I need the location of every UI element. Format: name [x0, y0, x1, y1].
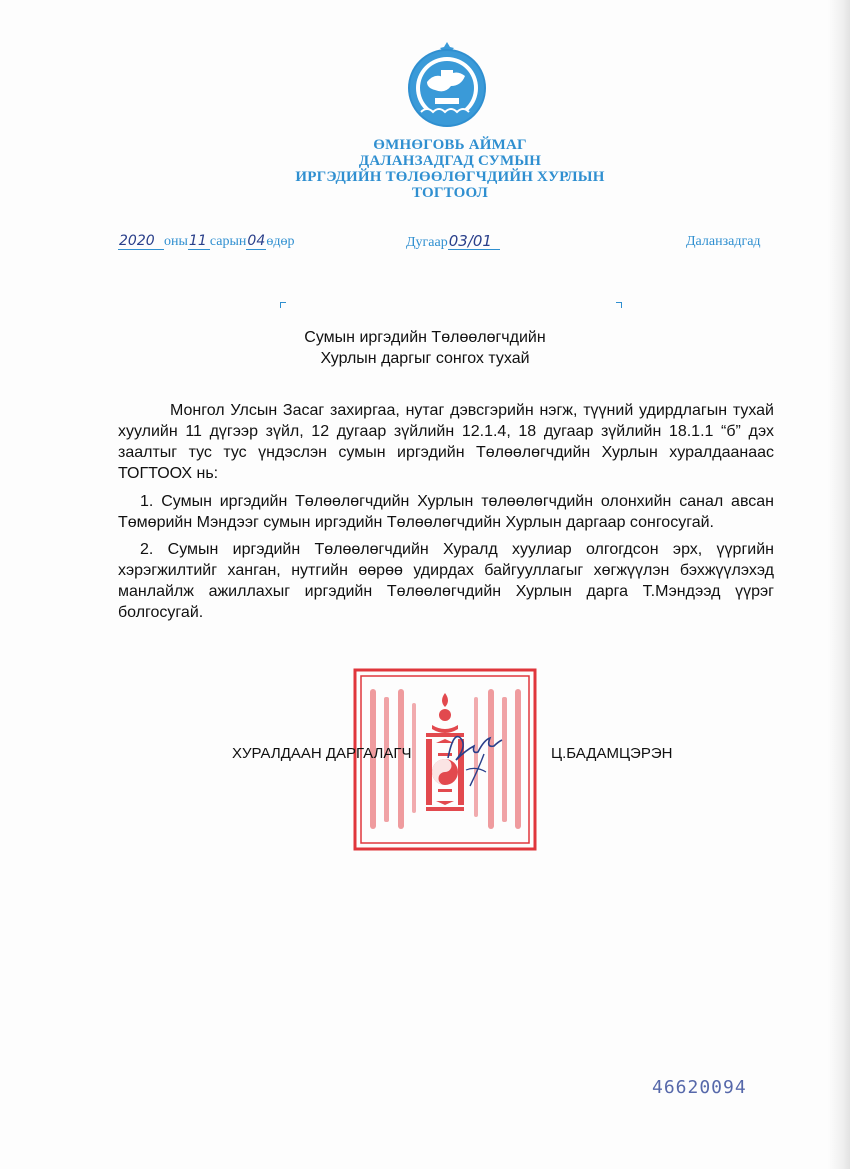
month-label: сарын: [209, 234, 247, 249]
number-field: [406, 234, 500, 251]
resolution-item-2: 2. Сумын иргэдийн Төлөөлөгчдийн Хуралд хуулиар олгогдсон эрх, үүргийн хэрэгжилтийг ханган, нутгийн өөрөө удирдах байгууллагыг хөгжүүлэн бэхжүүлэхэд манлайлж ажиллахыг иргэдийн Төлөөлөгчдийн Хурлын дарга Т.Мэндээд үүрэг болгосугай.: [118, 541, 774, 621]
corner-mark-right: [616, 302, 622, 308]
subject-line-1: Сумын иргэдийн Төлөөлөгчдийн: [304, 329, 546, 346]
resolution-item-1: 1. Сумын иргэдийн Төлөөлөгчдийн Хурлын төлөөлөгчдийн олонхийн санал авсан Төмөрийн Мэндээг сумын иргэдийн Төлөөлөгчдийн Хурлын даргаар сонгосугай.: [118, 493, 774, 531]
presiding-title: ХУРАЛДААН ДАРГАЛАГЧ: [232, 745, 412, 762]
organization-header: [200, 137, 700, 201]
document-type: ТОГТООЛ: [412, 185, 488, 201]
day-value: 04: [247, 233, 266, 249]
corner-mark-left: [280, 302, 286, 308]
day-label: өдөр: [266, 234, 295, 249]
org-line-council: ИРГЭДИЙН ТӨЛӨӨЛӨГЧДИЙН ХУРЛЫН: [295, 169, 605, 185]
year-value: 2020: [118, 234, 164, 250]
date-field: [118, 234, 295, 250]
resolution-subject: [200, 327, 650, 369]
year-label: оны: [164, 234, 188, 249]
org-line-soum: ДАЛАНЗАДГАД СУМЫН: [358, 153, 542, 169]
serial-number: 46620094: [652, 1077, 747, 1098]
org-line-province: ӨМНӨГОВЬ АЙМАГ: [373, 137, 527, 153]
number-label: Дугаар: [406, 235, 448, 250]
page-edge-shadow: [828, 0, 850, 1169]
state-emblem-icon: [405, 40, 489, 132]
intro-paragraph: Монгол Улсын Засаг захиргаа, нутаг дэвсгэрийн нэгж, түүний удирдлагын тухай хуулийн 11 дүгээр зүйл, 12 дугаар зүйлийн 12.1.4, 18 дугаар зүйлийн 18.1.1 “б” дэх заалтыг тус тус үндэслэн сумын иргэдийн Төлөөлөгчдийн Хурлын хуралдаанаас ТОГТООХ нь:: [118, 402, 774, 482]
place-field: Даланзадгад: [686, 234, 761, 249]
month-value: 11: [188, 234, 210, 250]
handwritten-signature: [440, 718, 512, 794]
subject-line-2: Хурлын даргыг сонгох тухай: [320, 350, 530, 367]
presiding-name: Ц.БАДАМЦЭРЭН: [551, 745, 673, 762]
number-value: 03/01: [448, 234, 500, 250]
